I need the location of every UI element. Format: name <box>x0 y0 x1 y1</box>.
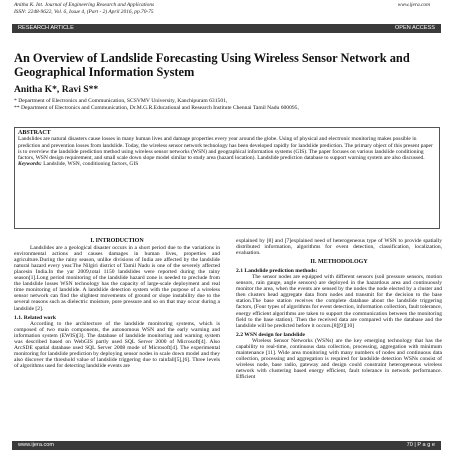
paragraph: The sensor nodes are equipped with different sensors (soil pressure sensors, motion sensors, rain gauge, angle sensors) are deployed in the hazardous area and continuously monitor the area, when the events are sensed by the nodes the node elected by a cluster and then clusters head aggregate data from nodes and transmit for the decision to the base station.The base station receives the complete database about the landslide triggering factors, (Four types of algorithms for event detection, information collection, fault tolerance, energy efficient algorithms are taken to support the communication between the monitoring field to the base station). Then the received data are compared with the database and the landslide will be predicted before it occurs.[8][9][10] <box>236 274 442 329</box>
paragraph: Wireless Sensor Networks (WSNs) are the key emerging technology that has the capability to real-time, continuous data collection, processing, aggregation with minimum maintenance [11]. Wide area monitoring with many numbers of nodes and continuous data collection, processing and aggregation is required for landslide detection WSNs consist of wireless node, base radio, gateway and design could constraint heterogeneous wireless network with clustering based energy efficient, fault tolerance in network performance. Efficient <box>236 337 442 380</box>
abstract-box <box>14 127 440 229</box>
section-heading-methodology: II. METHODOLOGY <box>310 259 368 266</box>
paragraph: Landslides are a geological disaster occurs in a short period due to the variations in environmental actions and causes damages in human lives, properties and agriculture.During the rainy season, unlike divisions of India are affected by the landslide natural hazard every year.The Nilgiri district of Tamil Nadu is one of the severely affected placesin India.In the yar 2009,total 1150 landslides were reported during the rainy season[1].Long period monitoring of the landslide hazard zone is needed to preclude from the landslide losses WSN technology has the capacity of large-scale deployment and real time monitoring of landslide. A landslide detection system with the purpose of a wireless sensor network can find the slightest movements of ground or slope instability due to the several reasons such as dielectric moisture, pore pressure and so on that may occur during a landslide [2]. <box>14 245 220 312</box>
keywords-label: Keywords: <box>18 161 42 168</box>
keywords-text: Landslide, WSN, conditioning factors, GIS <box>43 161 139 168</box>
abstract-heading: ABSTRACT <box>18 130 51 136</box>
journal-name: Anitha K. Int. Journal of Engineering Research and Applications <box>14 2 155 8</box>
section-heading-introduction: I. INTRODUCTION <box>90 238 144 244</box>
footer-bar <box>12 441 441 450</box>
abstract-text: Landslides are natural disasters cause losses in many human lives and damage properties every year around the globe. Using of physical and electronic monitoring makes possible in prediction and prevention losses from landslide. Today, the wireless sensor network technology has been developed rapidly for landslide prediction. The primary object of this present paper is to overview the landslide prediction method using wireless sensor networks (WSN) and geographical information systems (GIS). The paper focuses on various landslide conditioning factors, WSN design requirement, and small scale down slope model similar to study area (hazard location). Landslide prediction database to support warning system are also discussed. <box>18 136 433 162</box>
open-access-label: OPEN ACCESS <box>394 25 435 31</box>
keywords <box>18 161 436 167</box>
affiliation-1: * Department of Electronics and Communication, SCSVMV University, Kanchipuram 631501, <box>14 98 228 104</box>
subsection-heading-wsn-design: 2.2 WSN design for landslide <box>236 331 305 338</box>
page-number: 70 | P a g e <box>406 442 435 448</box>
article-type-label: RESEARCH ARTICLE <box>18 25 74 31</box>
affiliations <box>14 98 442 111</box>
subsection-heading-prediction-methods: 2.1 Landslide prediction methods: <box>236 268 318 275</box>
paper-title: An Overview of Landslide Forecasting Using Wireless Sensor Network and Geographical Information System <box>14 51 410 79</box>
journal-url[interactable]: www.ijera.com <box>397 2 430 8</box>
left-column <box>14 238 220 369</box>
paragraph: According to the architecture of the landslide monitoring systems, which is composed of two main components, the autonomous WSN and the early warning and information system (EWIS)[3]. The database of landslide monitoring and warning system was described based on WebGIS partly used SQL Server 2000 of Microsoft[4]. Also ArcSDE spatial database used SQL Server 2008 mode of Microsoft[4]. The experimental monitoring for landslide prediction by deploying sensor nodes in scale down model and they also discover the threshold value of landslide triggering due to rainfall[5],[6]. Three levels of algorithms used for detecting landslide events are <box>14 320 220 369</box>
footer-url[interactable]: www.ijera.com <box>18 442 55 448</box>
journal-issn: ISSN: 2248-9622, Vol. 6, Issue 4, (Part - 2) April 2016, pp.70-75 <box>14 8 154 15</box>
journal-header <box>14 2 430 15</box>
paragraph: explained by [8] and [7]explained need of heterogeneous type of WSN to provide spatially distributed information, algorithms for event detection, classification, localization, evaluation. <box>236 238 442 257</box>
subsection-heading-related-work: 1.1. Related work <box>14 314 56 321</box>
right-column <box>236 238 442 380</box>
article-type-bar <box>12 24 441 33</box>
paper-authors: Anitha K*, Ravi S** <box>14 84 99 95</box>
affiliation-2: ** Department of Electronics and Communication, Dr.M.G.R.Educational and Research Institute Chennai Tamil Nadu 600095, <box>14 104 299 111</box>
